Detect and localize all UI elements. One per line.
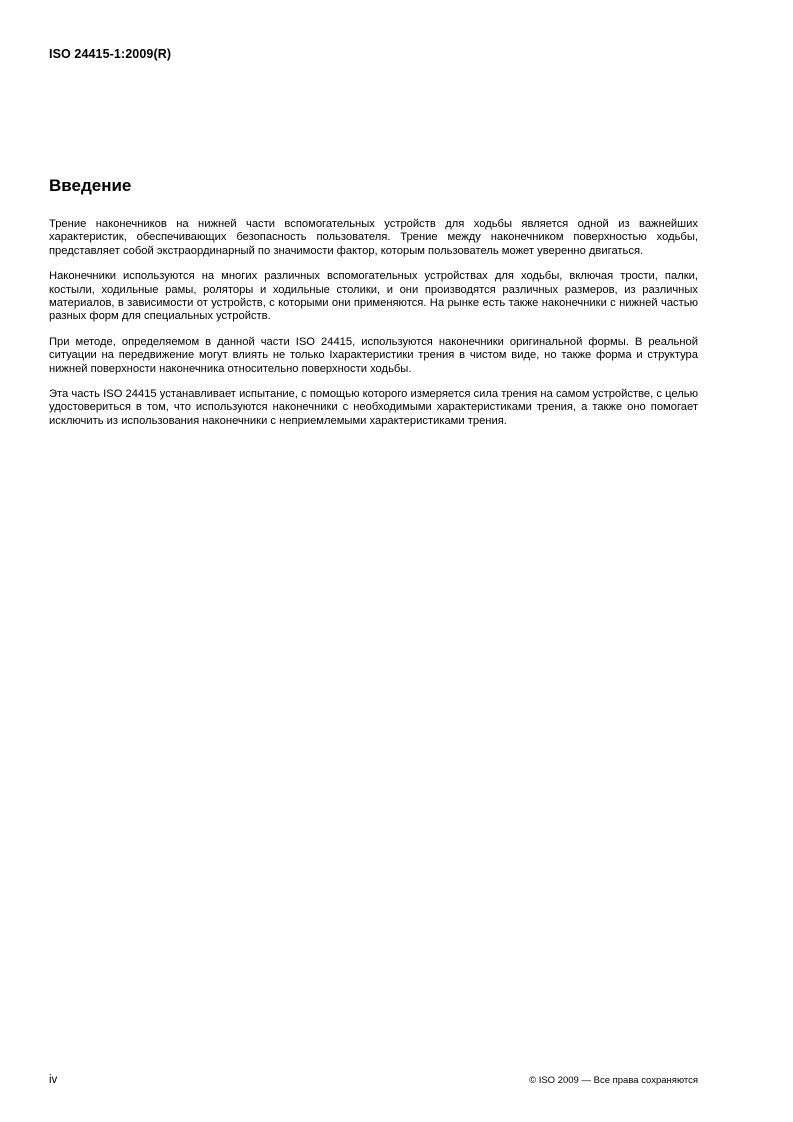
page-number: iv	[49, 1074, 58, 1086]
section-body	[49, 218, 698, 440]
copyright-notice: © ISO 2009 — Все права сохраняются	[529, 1075, 698, 1086]
document-code: ISO 24415-1:2009(R)	[49, 47, 172, 61]
paragraph-2: Наконечники используются на многих различных вспомогательных устройствах для ходьбы, включая трости, палки, костыли, ходильные рамы, роляторы и ходильные столики, и они производятся различных размеров, из различных материалов, в зависимости от устройств, с которыми они применяются. На рынке есть также наконечники с нижней частью разных форм для специальных устройств.	[49, 270, 698, 323]
paragraph-3: При методе, определяемом в данной части ISO 24415, используются наконечники оригинальной формы. В реальной ситуации на передвижение могут влиять не только Iхарактеристики трения в чистом виде, но также форма и структура нижней поверхности наконечника относительно поверхности ходьбы.	[49, 335, 698, 375]
paragraph-1: Трение наконечников на нижней части вспомогательных устройств для ходьбы является одной из важнейших характеристик, обеспечивающих безопасность пользователя. Трение между наконечником поверхностью ходьбы, представляет собой экстраординарный по значимости фактор, которым пользователь может уверенно двигаться.	[49, 218, 698, 257]
paragraph-4: Эта часть ISO 24415 устанавливает испытание, с помощью которого измеряется сила трения на самом устройстве, с целью удостовериться в том, что используются наконечники с необходимыми характеристиками трения, а также оно помогает исключить из использования наконечники с неприемлемыми характеристиками трения.	[49, 388, 698, 427]
section-title: Введение	[49, 176, 132, 195]
